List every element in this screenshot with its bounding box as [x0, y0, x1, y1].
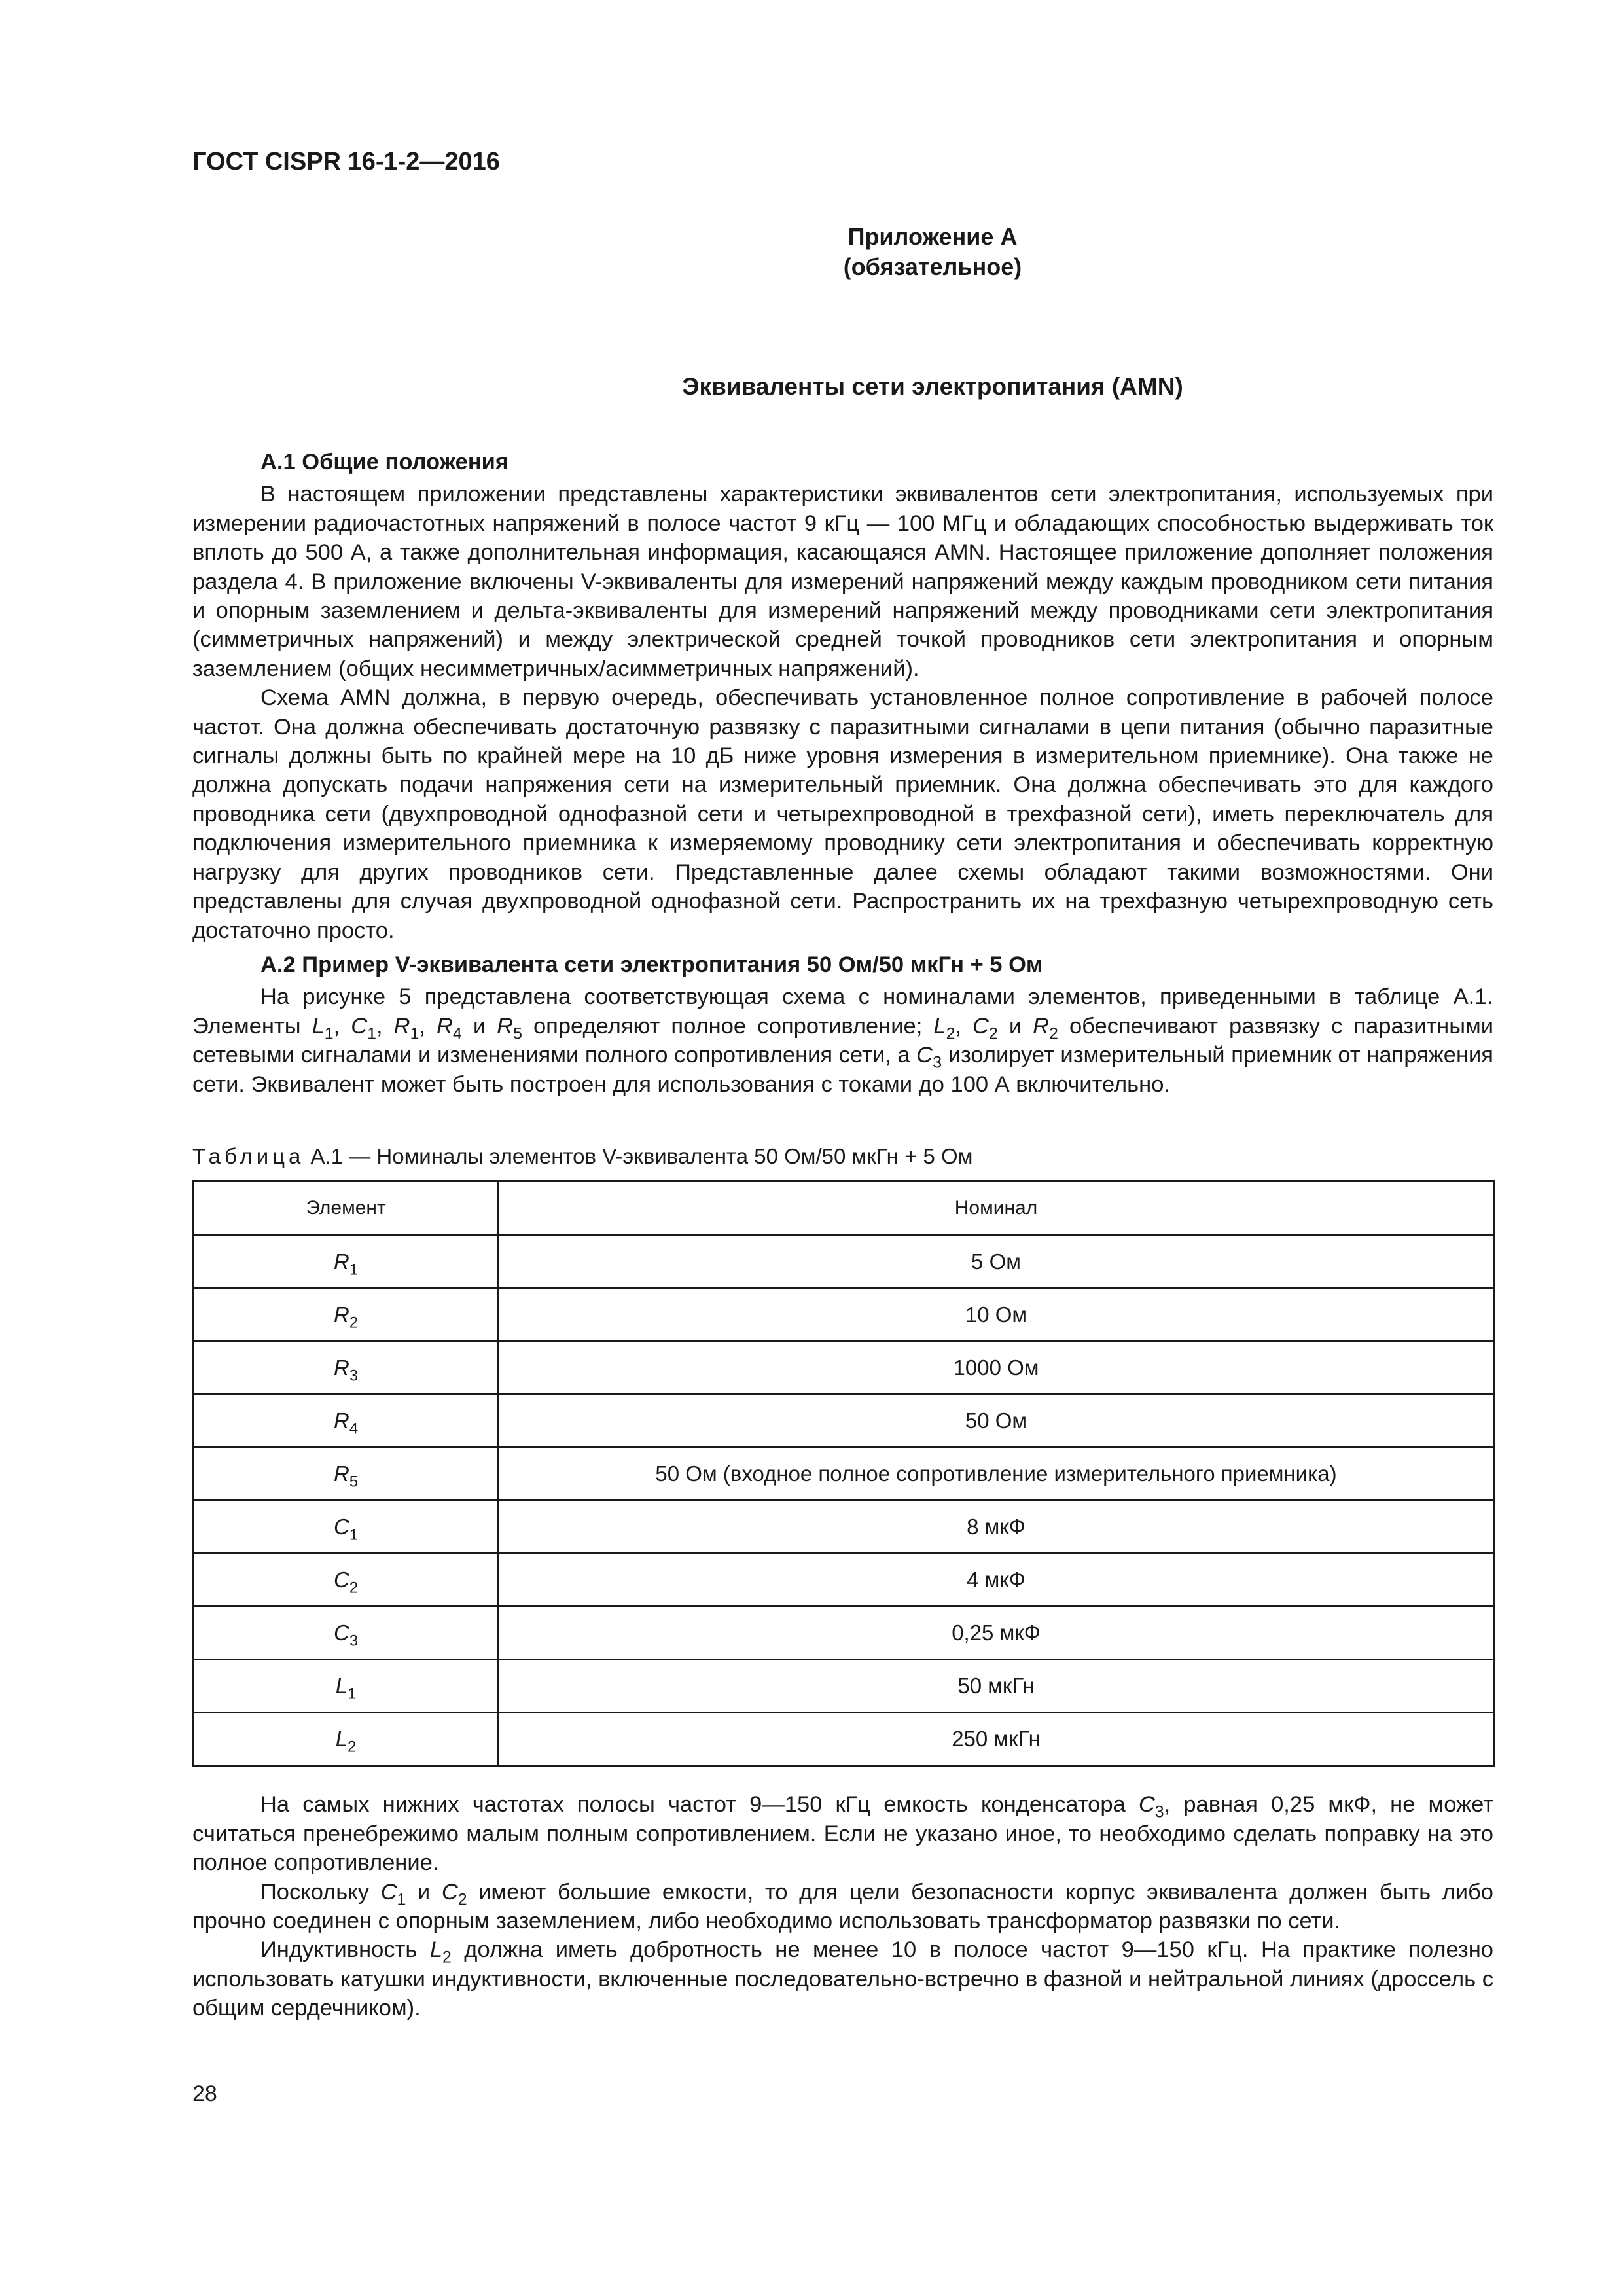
value-cell: 0,25 мкФ [499, 1607, 1494, 1660]
table-header-row [194, 1181, 1494, 1236]
value-cell: 50 мкГн [499, 1660, 1494, 1713]
after-paragraph-3: Индуктивность $L_2$ должна иметь добротность не менее 10 в полосе частот 9—150 кГц. На практике полезно использовать катушки индуктивности, включенные последовательно-встречно в фазной и нейтральной линиях (дроссель с общим сердечником). [192, 1937, 1493, 2021]
element-cell: $R_3$ [194, 1342, 499, 1395]
table-row [194, 1501, 1494, 1554]
value-cell: 8 мкФ [499, 1501, 1494, 1554]
column-header-value: Номинал [499, 1181, 1494, 1236]
element-cell: $R_1$ [194, 1236, 499, 1289]
table-row [194, 1448, 1494, 1501]
value-cell: 4 мкФ [499, 1554, 1494, 1607]
element-cell: $L_1$ [194, 1660, 499, 1713]
table-row [194, 1660, 1494, 1713]
column-header-element: Элемент [194, 1181, 499, 1236]
table-row [194, 1342, 1494, 1395]
table-row [194, 1395, 1494, 1448]
section-a2-heading: А.2 Пример V-эквивалента сети электропитания 50 Ом/50 мкГн + 5 Ом [260, 952, 1043, 977]
components-table [192, 1180, 1495, 1767]
section-a2-paragraph: На рисунке 5 представлена соответствующая схема с номиналами элементов, приведенными в таблице А.1. Элементы $L_1$, $C_1$, $R_1$, $R_4$ и $R_5$ определяют полное сопротивление; $L_2$, $C_2$ и $R_2$ обеспечивают развязку с паразитными сетевыми сигналами и изменениями полного сопротивления сети, а $C_3$ изолирует измерительный приемник от напряжения сети. Эквивалент может быть построен для использования с токами до 100 А включительно. [192, 984, 1493, 1097]
value-cell: 10 Ом [499, 1289, 1494, 1342]
table-caption: Таблица А.1 — Номиналы элементов V-эквивалента 50 Ом/50 мкГн + 5 Ом [192, 1143, 973, 1168]
element-cell: $R_2$ [194, 1289, 499, 1342]
page-number: 28 [192, 2081, 217, 2106]
appendix-status: (обязательное) [843, 253, 1022, 280]
document-header: ГОСТ CISPR 16-1-2—2016 [192, 148, 500, 175]
element-cell: $R_5$ [194, 1448, 499, 1501]
table-row [194, 1289, 1494, 1342]
element-cell: $R_4$ [194, 1395, 499, 1448]
table-row [194, 1236, 1494, 1289]
table-row [194, 1554, 1494, 1607]
value-cell: 250 мкГн [499, 1713, 1494, 1766]
element-cell: $C_3$ [194, 1607, 499, 1660]
table-row [194, 1607, 1494, 1660]
value-cell: 5 Ом [499, 1236, 1494, 1289]
value-cell: 1000 Ом [499, 1342, 1494, 1395]
after-paragraph-1: На самых нижних частотах полосы частот 9—150 кГц емкость конденсатора $C_3$, равная 0,25 мкФ, не может считаться пренебрежимо малым полным сопротивлением. Если не указано иное, то необходимо сделать поправку на это полное сопротивление. [192, 1792, 1493, 1876]
appendix-label: Приложение А [847, 223, 1018, 250]
after-paragraph-2: Поскольку $C_1$ и $C_2$ имеют большие емкости, то для цели безопасности корпус эквивалента должен быть либо прочно соединен с опорным заземлением, либо необходимо использовать трансформатор развязки по сети. [192, 1879, 1493, 1933]
value-cell: 50 Ом (входное полное сопротивление измерительного приемника) [499, 1448, 1494, 1501]
section-a1-paragraph-2: Схема AMN должна, в первую очередь, обеспечивать установленное полное сопротивление в рабочей полосе частот. Она должна обеспечивать достаточную развязку с паразитными сигналами в цепи питания (обычно паразитные сигналы должны быть по крайней мере на 10 дБ ниже уровня измерения в измерительном приемнике). Она также не должна допускать подачи напряжения сети на измерительный приемник. Она должна обеспечивать это для каждого проводника сети (двухпроводной однофазной сети и четырехпроводной в трехфазной сети), иметь переключатель для подключения измерительного приемника к измеряемому проводнику сети электропитания и обеспечивать корректную нагрузку для других проводников сети. Представленные далее схемы обладают такими возможностями. Они представлены для случая двухпроводной однофазной сети. Распространить их на трехфазную четырехпроводную сеть достаточно просто. [192, 685, 1493, 943]
page-content [192, 448, 1493, 2023]
element-cell: $L_2$ [194, 1713, 499, 1766]
section-a1-paragraph-1: В настоящем приложении представлены характеристики эквивалентов сети электропитания, используемых при измерении радиочастотных напряжений в полосе частот 9 кГц — 100 МГц и обладающих способностью выдерживать ток вплоть до 500 А, а также дополнительная информация, касающаяся AMN. Настоящее приложение дополняет положения раздела 4. В приложение включены V-эквиваленты для измерений напряжений между каждым проводником сети питания и опорным заземлением и дельта-эквиваленты для измерений напряжений между проводниками сети электропитания (симметричных напряжений) и между электрической средней точкой проводников сети электропитания и опорным заземлением (общих несимметричных/асимметричных напряжений). [192, 482, 1493, 681]
section-a1-heading: А.1 Общие положения [260, 450, 509, 475]
element-cell: $C_1$ [194, 1501, 499, 1554]
value-cell: 50 Ом [499, 1395, 1494, 1448]
table-row [194, 1713, 1494, 1766]
element-cell: $C_2$ [194, 1554, 499, 1607]
appendix-title: Эквиваленты сети электропитания (AMN) [682, 373, 1183, 400]
